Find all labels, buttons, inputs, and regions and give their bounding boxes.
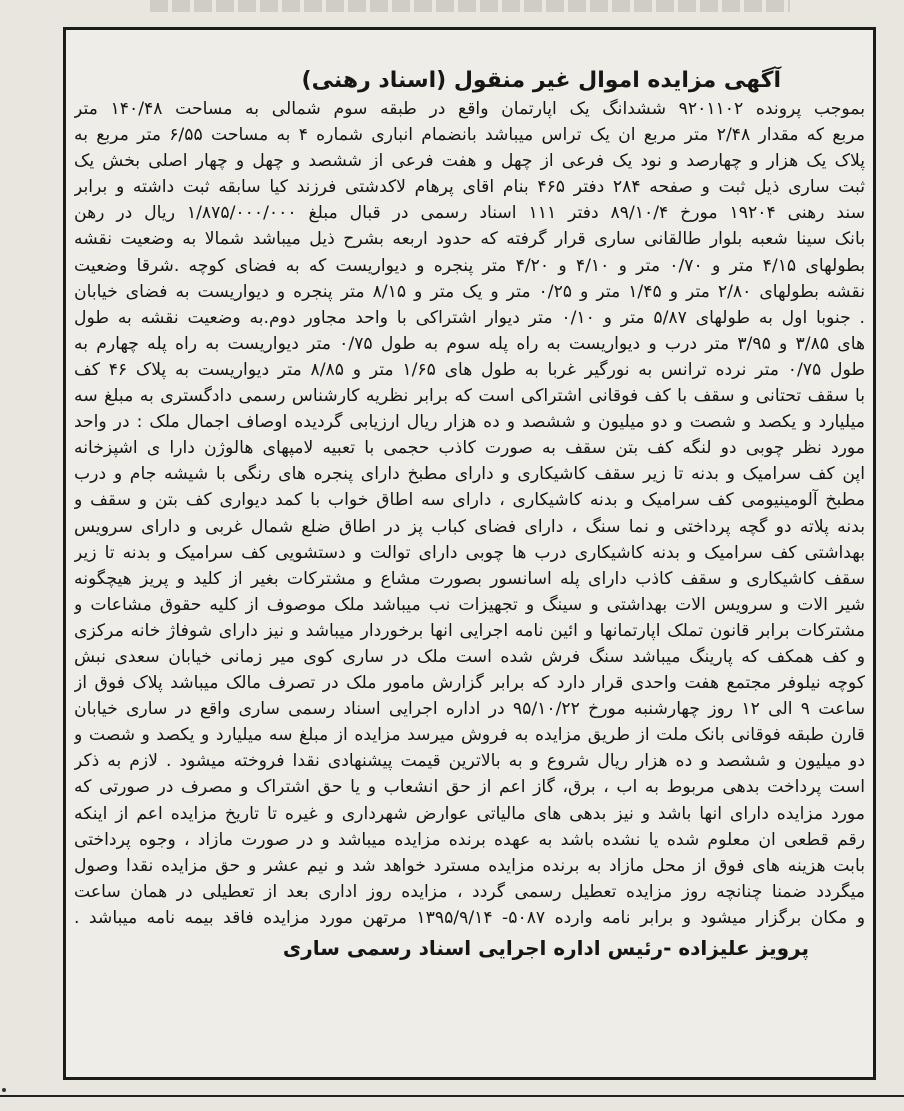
notice-line: کوچه نیلوفر مجتمع هفت واحدی قرار دارد که برابر گزارش مامور ملک در تصرف مالک میباشد پلاک فوق از: [74, 673, 865, 694]
notice-line: بابت هزینه های فوق از محل مازاد به برنده مزایده مسترد خواهد شد و نیم عشر و حق مزایده نقدا وصول: [74, 855, 865, 876]
signature-line: پرویز علیزاده -رئیس اداره اجرایی اسناد رسمی ساری: [282, 936, 809, 960]
notice-line: مورد نظر چوبی دو لنگه کف بتن سقف به صورت کاذب حجمی با تعبیه لامپهای هالوژن دارا ی اشپزخانه: [74, 438, 865, 459]
notice-line: مشترکات برابر قانون تملک اپارتمانها و ائین نامه اجرایی انها برخوردار میباشد و نیز دارای شوفاژ خانه مرکزی: [74, 620, 865, 641]
notice-line: مطبخ آلومینیومی کف سرامیک و بدنه کاشیکاری ، دارای سه اطاق خواب با کمد دیواری کف بتن و سقف و: [74, 490, 865, 511]
notice-line: سند رهنی ۱۹۲۰۴ مورخ ۸۹/۱۰/۴ دفتر ۱۱۱ اسناد رسمی در قبال مبلغ ۱/۸۷۵/۰۰۰/۰۰۰ ریال در رهن: [74, 203, 865, 224]
notice-line: نقشه بطولهای ۲/۸۰ متر و ۱/۴۵ متر و ۰/۲۵ متر و یک متر و ۸/۱۵ متر پنجره و دیواریست به فضای خیابان: [74, 281, 865, 302]
page-speck: [2, 1088, 6, 1092]
notice-line: بهداشتی کف سرامیک و بدنه کاشیکاری درب ها چوبی دارای توالت و دستشویی کف سرامیک و بدنه تا زیر: [74, 542, 865, 563]
bleed-through-text: [150, 0, 790, 12]
notice-line: مورد مزایده دارای انها باشد و نیز بدهی های مالیاتی عوارض شهرداری و غیره تا تاریخ مزایده اعم از اینکه: [74, 803, 865, 824]
notice-line: رقم قطعی ان معلوم شده یا نشده باشد به عهده برنده مزایده میباشد و در صورت مازاد ، وجوه پرداختی: [74, 829, 865, 850]
notice-line: سقف کاشیکاری و سقف کاذب دارای پله اسانسور بصورت مشاع و مشترکات بغیر از کلید و پریز هیچگونه: [74, 568, 865, 589]
notice-line: بانک سینا شعبه بلوار طالقانی ساری قرار گرفته که حدود اربعه بشرح ذیل میباشد شمالا به وضعیت نقشه: [74, 229, 865, 250]
notice-content: [74, 66, 865, 963]
notice-line: دو میلیون و ششصد و ده هزار ریال شروع و به بالاترین قیمت پیشنهادی نقدا فروخته میشود . لازم به ذکر: [74, 751, 865, 772]
notice-line: قارن طبقه فوقانی بانک ملت از طریق مزایده به فروش میرسد مزایده از مبلغ سه میلیارد و یکصد و شصت و: [74, 725, 865, 746]
notice-line: بموجب پرونده ۹۲۰۱۱۰۲ ششدانگ یک اپارتمان واقع در طبقه سوم شمالی به مساحت ۱۴۰/۴۸ متر: [74, 99, 865, 119]
notice-line: بدنه پلاته دو گچه پرداختی و نما سنگ ، دارای فضای کباب پز در اطاق ضلع شمال غربی و دارای سرویس: [74, 516, 865, 537]
notice-title: آگهی مزایده اموال غیر منقول (اسناد رهنی): [301, 68, 781, 93]
notice-line: ثبت ساری ذیل ثبت و صفحه ۲۸۴ دفتر ۴۶۵ بنام اقای پرهام لاکدشتی فرزند کیا سابقه ثبت داشته و برابر: [74, 177, 865, 198]
notice-line: است پرداخت بدهی مربوط به اب ، برق، گاز اعم از حق انشعاب و یا حق اشتراک و مصرف در صورتی که: [74, 777, 865, 798]
notice-line: میلیارد و یکصد و شصت و دو میلیون و ششصد و ده هزار ریال ارزیابی گردیده اوصاف اجمال ملک : در واحد: [74, 412, 865, 433]
notice-line: اپن کف سرامیک و بدنه تا زیر سقف کاشیکاری و دارای مطبخ دارای پنجره های رنگی با شیشه جام و درب: [74, 464, 865, 485]
notice-line: و مکان برگزار میشود و برابر نامه وارده ۵۰۸۷- ۱۳۹۵/۹/۱۴ مرتهن مورد مزایده فاقد بیمه نامه میباشد .: [74, 907, 865, 928]
notice-line: و کف همکف که پارینگ میباشد سنگ فرش شده است ملک در ساری کوی میر زمانی خیابان سعدی نبش: [74, 646, 865, 667]
notice-line: مربع که مقدار ۲/۴۸ متر مربع ان یک تراس میباشد بانضمام انباری شماره ۴ به مساحت ۶/۵۵ متر مربع به: [74, 125, 865, 146]
notice-line: . جنوبا اول به طولهای ۵/۸۷ متر و ۰/۱۰ متر دیوار اشتراکی با واحد مجاور دوم.به وضعیت نقشه به طول: [74, 307, 865, 328]
notice-line: های ۳/۸۵ و ۳/۹۵ متر درب و دیواریست به راه پله سوم به طول ۰/۷۵ متر دیواریست به راه پله چهارم به: [74, 333, 865, 354]
notice-frame: [63, 27, 876, 1080]
notice-line: با سقف تحتانی و سقف با کف فوقانی اشتراکی است که برابر نظریه کارشناس رسمی دادگستری به مبلغ سه: [74, 386, 865, 407]
notice-line: ساعت ۹ الی ۱۲ روز چهارشنبه مورخ ۹۵/۱۰/۲۲ در اداره اجرایی اسناد رسمی ساری واقع در ساری خیابان: [74, 699, 865, 720]
bottom-rule: [0, 1095, 904, 1097]
notice-line: طول ۰/۷۵ متر نرده ترانس به نورگیر غربا به طول های ۱/۶۵ متر و ۸/۸۵ متر دیواریست به پلاک ۴۶ کف: [74, 359, 865, 380]
notice-body: [74, 96, 865, 931]
notice-line: میگردد ضمنا چنانچه روز مزایده تعطیل رسمی گردد ، مزایده روز اداری بعد از تعطیلی در همان ساعت: [74, 881, 865, 902]
notice-line: بطولهای ۴/۱۵ متر و ۰/۷۰ متر و ۴/۱۰ و ۴/۲۰ متر پنجره و دیواریست که به فضای کوچه .شرقا وضعیت: [74, 255, 865, 276]
notice-line: پلاک یک هزار و چهارصد و نود یک فرعی از چهل و هفت فرعی از ششصد و چهل و چهار اصلی بخش یک: [74, 151, 865, 172]
notice-line: شیر الات و سرویس الات بهداشتی و سینگ و تجهیزات نب میباشد ملک موصوف از کلیه حقوق مشاعات و: [74, 594, 865, 615]
